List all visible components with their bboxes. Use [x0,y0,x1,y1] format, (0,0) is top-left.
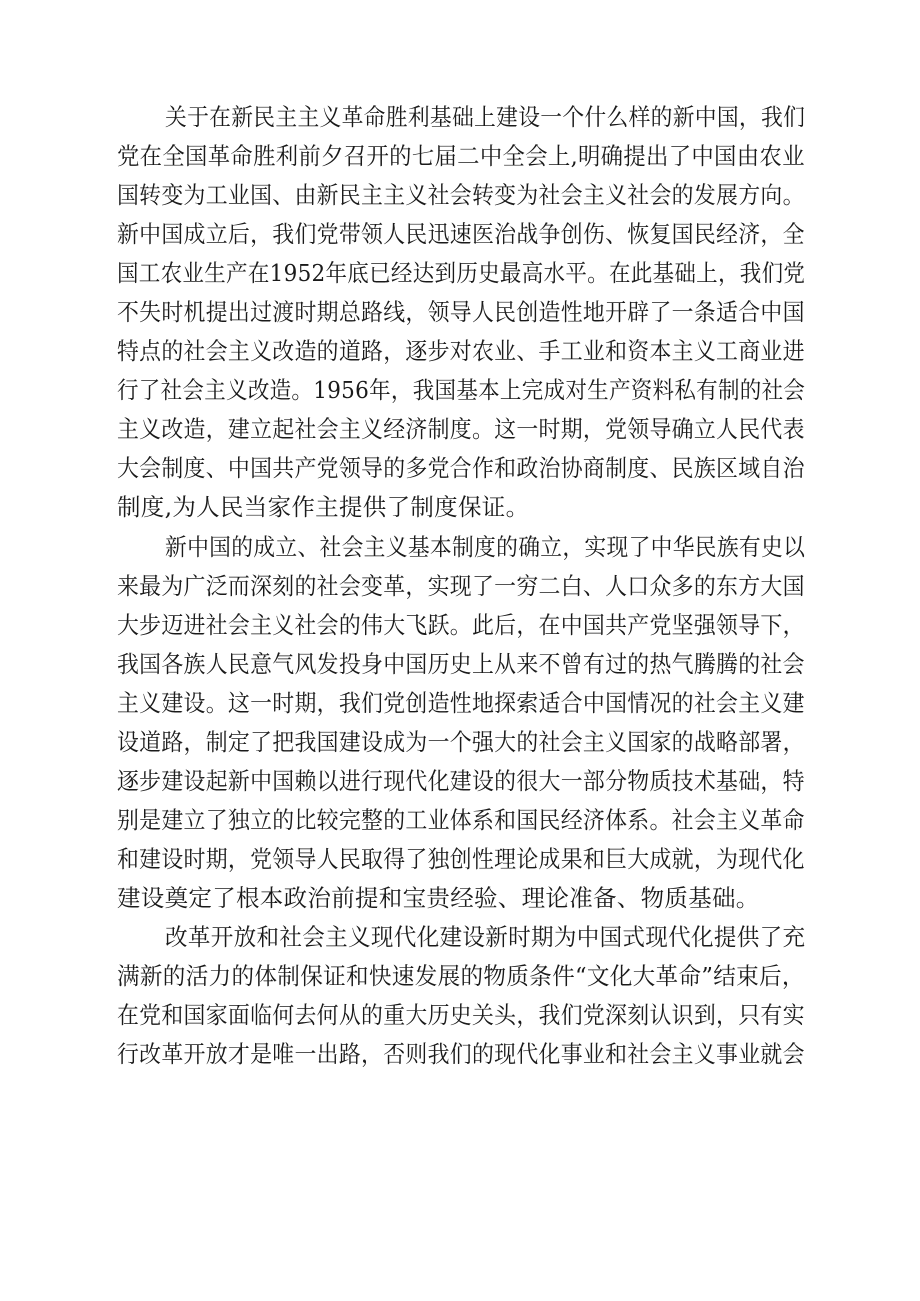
text-line: 主义改造，建立起社会主义经济制度。这一时期，党领导确立人民代表 [117,415,805,443]
text-line: 设道路，制定了把我国建设成为一个强大的社会主义国家的战略部署， [117,728,805,756]
text-line: 和建设时期，党领导人民取得了独创性理论成果和巨大成就，为现代化 [117,845,805,873]
text-line: 建设奠定了根本政治前提和宝贵经验、理论准备、物质基础。 [117,884,760,912]
text-line: 别是建立了独立的比较完整的工业体系和国民经济体系。社会主义革命 [117,806,805,834]
text-line: 在党和国家面临何去何从的重大历史关头，我们党深刻认识到，只有实 [117,1001,805,1029]
text-line: 我国各族人民意气风发投身中国历史上从来不曾有过的热气腾腾的社会 [117,650,805,678]
text-line: 大步迈进社会主义社会的伟大飞跃。此后，在中国共产党坚强领导下， [117,611,805,639]
text-line: 大会制度、中国共产党领导的多党合作和政治协商制度、民族区域自治 [117,454,805,482]
text-line: 新中国成立后，我们党带领人民迅速医治战争创伤、恢复国民经济，全 [117,220,805,248]
text-line: 不失时机提出过渡时期总路线，领导人民创造性地开辟了一条适合中国 [117,298,805,326]
text-line: 新中国的成立、社会主义基本制度的确立，实现了中华民族有史以 [165,533,806,561]
text-line: 关于在新民主主义革命胜利基础上建设一个什么样的新中国，我们 [165,103,806,131]
text-line: 国转变为工业国、由新民主主义社会转变为社会主义社会的发展方向。 [117,181,805,209]
text-line: 国工农业生产在1952年底已经达到历史最高水平。在此基础上，我们党 [117,259,806,287]
text-line: 逐步建设起新中国赖以进行现代化建设的很大一部分物质技术基础，特 [117,767,805,795]
text-line: 行了社会主义改造。1956年，我国基本上完成对生产资料私有制的社会 [117,376,806,404]
text-line: 党在全国革命胜利前夕召开的七届二中全会上,明确提出了中国由农业 [117,142,805,170]
text-line: 来最为广泛而深刻的社会变革，实现了一穷二白、人口众多的东方大国 [117,572,805,600]
text-line: 制度,为人民当家作主提供了制度保证。 [117,493,530,521]
text-line: 改革开放和社会主义现代化建设新时期为中国式现代化提供了充 [165,923,806,951]
text-line: 满新的活力的体制保证和快速发展的物质条件“文化大革命”结束后， [117,962,805,990]
text-line: 特点的社会主义改造的道路，逐步对农业、手工业和资本主义工商业进 [117,337,805,365]
text-line: 主义建设。这一时期，我们党创造性地探索适合中国情况的社会主义建 [117,689,805,717]
text-line: 行改革开放才是唯一出路，否则我们的现代化事业和社会主义事业就会 [117,1040,805,1068]
